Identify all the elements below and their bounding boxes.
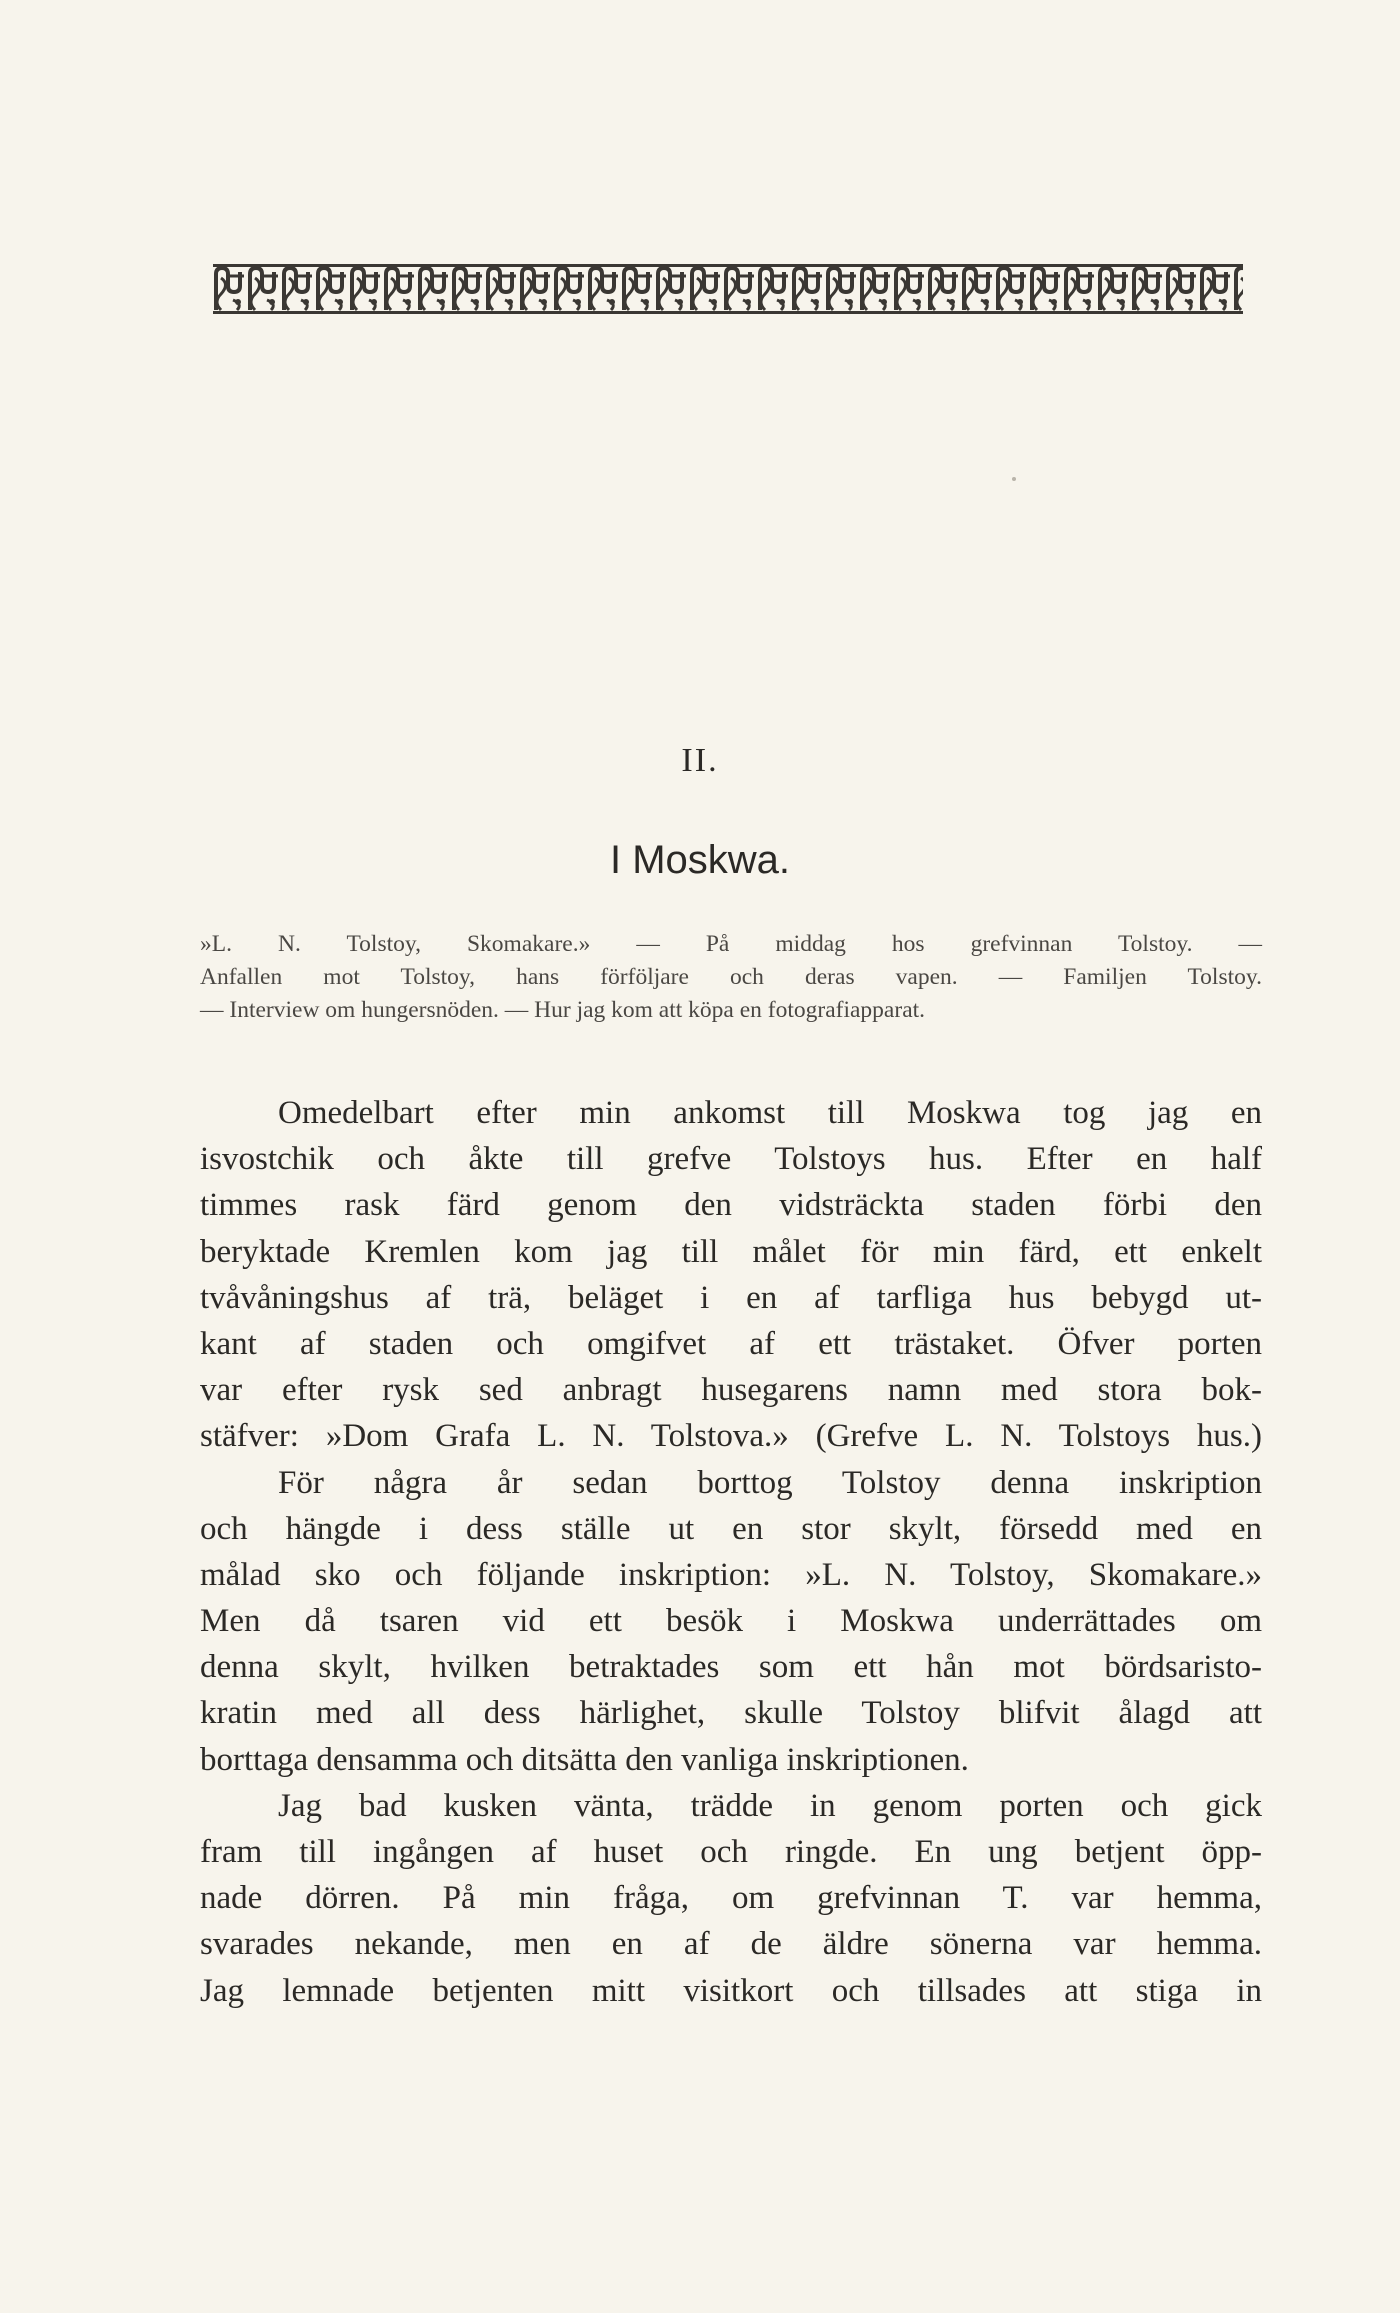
chapter-summary [200,928,1262,1027]
body-line: fram till ingången af huset och ringde. En ung betjent öpp- [200,1834,1262,1870]
chapter-number: II. [681,742,719,779]
body-line: nade dörren. På min fråga, om grefvinnan T. var hemma, [200,1880,1262,1917]
body-line: svarades nekande, men en af de äldre sönerna var hemma. [200,1926,1262,1963]
body-text [200,1090,1262,2014]
body-line: Jag lemnade betjenten mitt visitkort och tillsades att stiga in [200,1972,1262,2009]
body-line: tvåvåningshus af trä, beläget i en af tarfliga hus bebygd ut- [200,1279,1262,1316]
summary-line: — Interview om hungersnöden. — Hur jag kom att köpa en fotografiapparat. [200,997,926,1023]
body-line: kant af staden och omgifvet af ett trästaket. Öfver porten [200,1325,1262,1362]
chapter-title: I Moskwa. [609,838,791,882]
body-line: Omedelbart efter min ankomst till Moskwa tog jag en [278,1095,1262,1131]
body-line: Jag bad kusken vänta, trädde in genom porten och gick [278,1787,1262,1824]
body-line: isvostchik och åkte till grefve Tolstoys hus. Efter en half [200,1141,1262,1178]
body-line: denna skylt, hvilken betraktades som ett hån mot bördsaristo- [200,1649,1262,1686]
body-line: stäfver: »Dom Grafa L. N. Tolstova.» (Grefve L. N. Tolstoys hus.) [200,1418,1262,1455]
summary-line: »L. N. Tolstoy, Skomakare.» — På middag hos grefvinnan Tolstoy. — [200,931,1262,957]
body-line: och hängde i dess ställe ut en stor skylt, försedd med en [200,1510,1262,1547]
body-line: borttaga densamma och ditsätta den vanliga inskriptionen. [200,1741,969,1778]
body-line: var efter rysk sed anbragt husegarens namn med stora bok- [200,1372,1262,1409]
body-line: målad sko och följande inskription: »L. N. Tolstoy, Skomakare.» [200,1556,1262,1593]
body-line: Men då tsaren vid ett besök i Moskwa underrättades om [200,1603,1262,1640]
body-line: beryktade Kremlen kom jag till målet för min färd, ett enkelt [200,1233,1262,1270]
body-line: timmes rask färd genom den vidsträckta staden förbi den [200,1187,1262,1224]
body-line: För några år sedan borttog Tolstoy denna inskription [278,1464,1262,1501]
summary-line: Anfallen mot Tolstoy, hans förföljare och deras vapen. — Familjen Tolstoy. [200,964,1262,990]
ornamental-header-band [213,264,1243,314]
ornament-pattern [213,264,1243,314]
body-line: kratin med all dess härlighet, skulle Tolstoy blifvit ålagd att [200,1695,1262,1732]
paper-speck [1012,477,1016,481]
